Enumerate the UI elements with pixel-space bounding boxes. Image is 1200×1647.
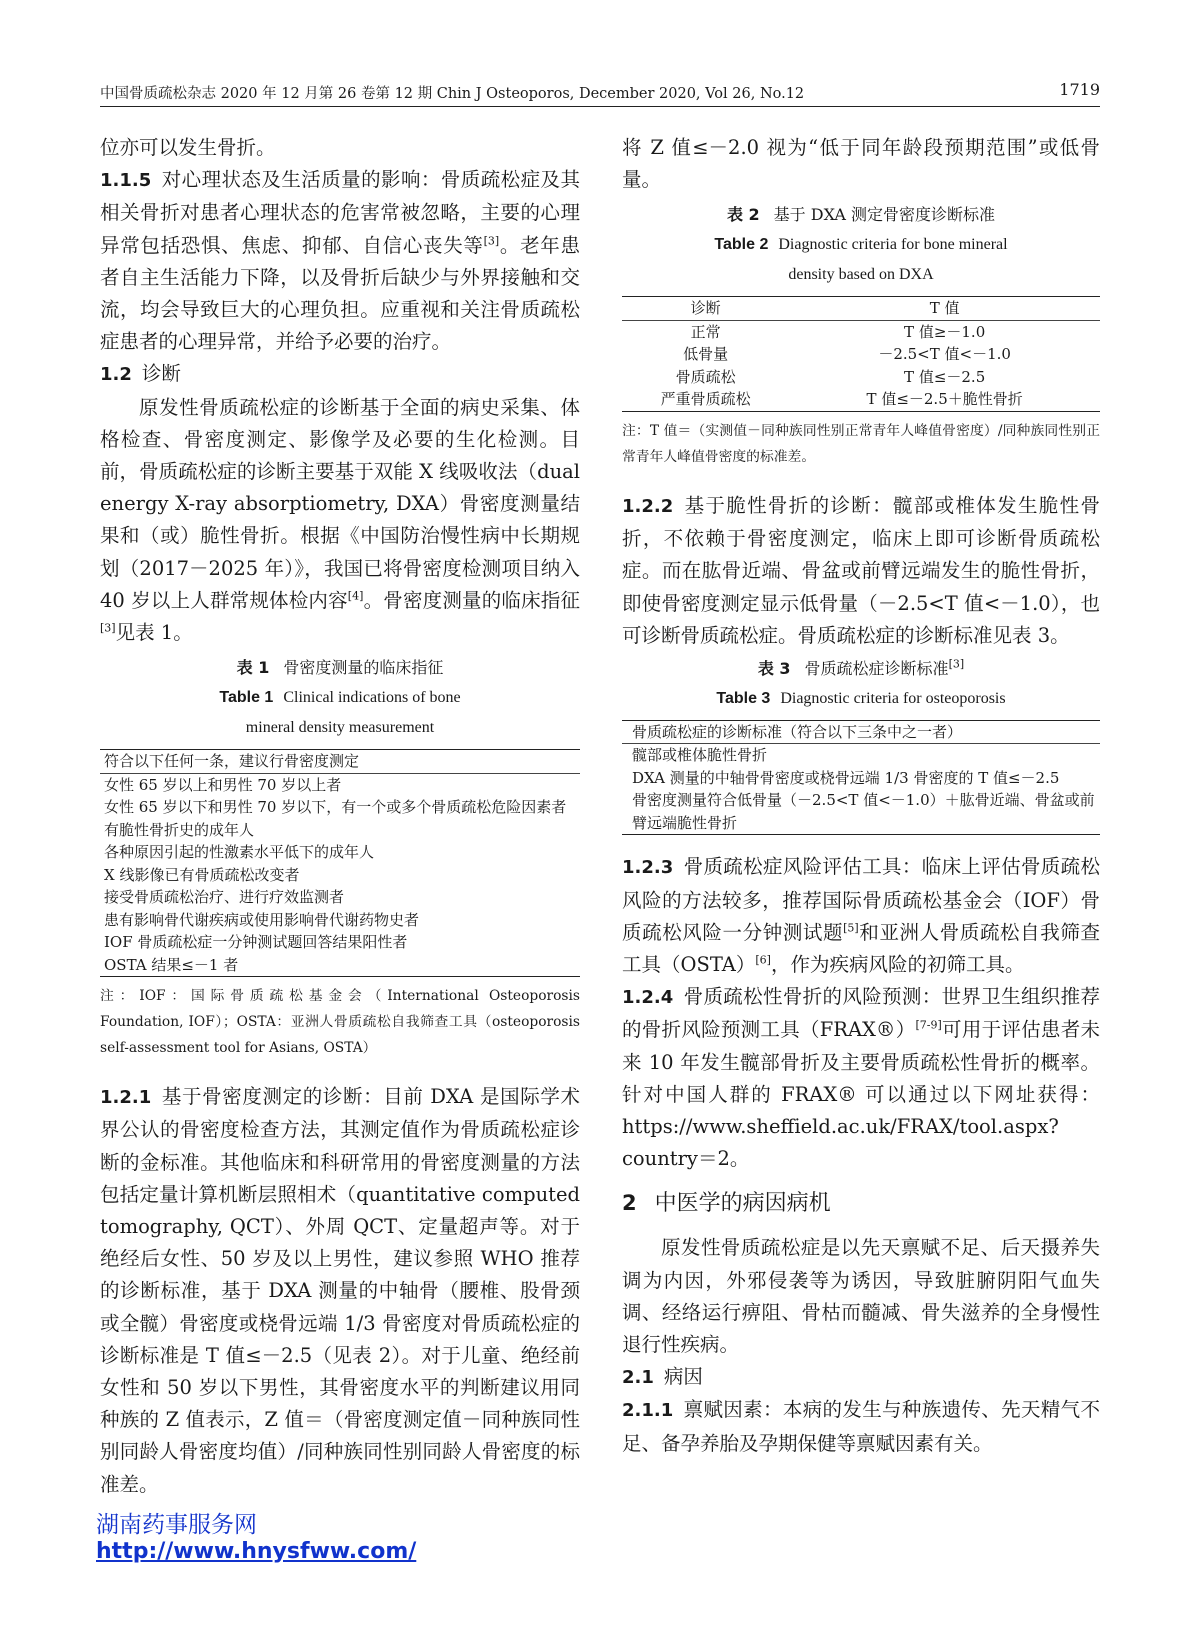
- page-number: 1719: [1059, 80, 1100, 99]
- table-row: 接受骨质疏松治疗、进行疗效监测者: [104, 888, 345, 907]
- table-row: 骨密度测量符合低骨量（－2.5<T 值<－1.0）＋肱骨近端、骨盆或前臂远端脆性骨折: [632, 791, 1095, 832]
- citation: [5]: [843, 921, 859, 935]
- section-title: 中医学的病因病机: [654, 1191, 831, 1217]
- t-value-cell: T 值≤－2.5＋脆性骨折: [866, 390, 1023, 409]
- table-row: 髋部或椎体脆性骨折: [632, 746, 768, 765]
- paragraph: 将 Z 值≤－2.0 视为“低于同年龄段预期范围”或低骨量。: [622, 136, 1100, 192]
- citation: [7-9]: [915, 1018, 942, 1032]
- table-caption-en: [100, 683, 580, 713]
- section-1-2-4: [622, 981, 1100, 1175]
- section-text: 基于脆性骨折的诊断：髋部或椎体发生脆性骨折，不依赖于骨密度测定，临床上即可诊断骨质疏松症。而在肱骨近端、骨盆或前臂远端发生的脆性骨折，即使骨密度测定显示低骨量（－2.5<T 值<－1.0），也可诊断骨质疏松症。骨质疏松症的诊断标准见表 3。: [622, 493, 1100, 647]
- table-caption-en-2: density based on DXA: [788, 266, 934, 284]
- table-row: 女性 65 岁以下和男性 70 岁以下，有一个或多个骨质疏松危险因素者: [104, 798, 567, 817]
- table-row: 各种原因引起的性激素水平低下的成年人: [104, 843, 375, 862]
- table-caption-zh: [622, 200, 1100, 230]
- section-number: 1.2.2: [622, 495, 674, 517]
- journal-info: 中国骨质疏松杂志 2020 年 12 月第 26 卷第 12 期 Chin J Osteoporos, December 2020, Vol 26, No.12: [100, 86, 805, 102]
- section-number: 2.1: [622, 1367, 654, 1389]
- table-title: Diagnostic criteria for osteoporosis: [780, 689, 1006, 707]
- paragraph: [100, 392, 580, 650]
- citation: [3]: [948, 657, 965, 671]
- section-text: 和亚洲人骨质疏松自我筛查工具（OSTA）: [622, 920, 1100, 977]
- table-caption-zh: [100, 653, 580, 683]
- section-text: 可用于评估患者未来 10 年发生髋部骨折及主要骨质疏松性骨折的概率。针对中国人群的 FRAX® 可以通过以下网址获得：https://www.sheffield.ac.uk/FRAX/tool.aspx? country＝2。: [622, 1018, 1100, 1171]
- table-row: IOF 骨质疏松症一分钟测试题回答结果阳性者: [104, 933, 408, 952]
- watermark-name: 湖南药事服务网: [96, 1512, 257, 1538]
- table-2: [622, 200, 1100, 470]
- citation: [4]: [347, 589, 364, 603]
- section-text: 对心理状态及生活质量的影响：骨质疏松症及其相关骨折对患者心理状态的危害常被忽略，主要的心理异常包括恐惧、焦虑、抑郁、自信心丧失等: [100, 168, 580, 257]
- section-number: 1.2: [100, 364, 132, 386]
- section-text: 。老年患者自主生活能力下降，以及骨折后缺少与外界接触和交流，均会导致巨大的心理负担。应重视和关注骨质疏松症患者的心理异常，并给予必要的治疗。: [100, 233, 580, 354]
- table-number: 表 1: [236, 658, 270, 678]
- section-text: 禀赋因素：本病的发生与种族遗传、先天精气不足、备孕养胎及孕期保健等禀赋因素有关。: [622, 1398, 1100, 1455]
- table-number: Table 1: [219, 689, 274, 707]
- table-row: OSTA 结果≤－1 者: [104, 955, 239, 974]
- table-caption-en: [622, 684, 1100, 714]
- table-body: [622, 296, 1100, 412]
- paragraph: 位亦可以发生骨折。: [100, 136, 276, 159]
- table-caption-zh: [622, 654, 1100, 684]
- diagnosis-cell: 正常: [690, 322, 721, 341]
- section-2-1-1: [622, 1394, 1100, 1459]
- paragraph-text: 。骨密度测量的临床指征: [363, 588, 580, 612]
- table-title: 基于 DXA 测定骨密度诊断标准: [773, 205, 996, 225]
- paragraph-text: 原发性骨质疏松症的诊断基于全面的病史采集、体格检查、骨密度测定、影像学及必要的生化检测。目前，骨质疏松症的诊断主要基于双能 X 线吸收法（dual energy X-ray absorptiometry, DXA）骨密度测量结果和（或）脆性骨折。根据《中国防治慢性病中长期规划（2017－2025 年）》，我国已将骨密度检测项目纳入 40 岁以上人群常规体检内容: [100, 395, 580, 612]
- citation: [3]: [483, 234, 500, 248]
- table-title: 骨密度测量的临床指征: [283, 658, 444, 678]
- table-title: Diagnostic criteria for bone mineral: [778, 236, 1008, 254]
- watermark: [96, 1511, 416, 1565]
- section-1-2-3: [622, 851, 1100, 981]
- section-heading-2-1: [622, 1361, 1100, 1394]
- left-column: [100, 132, 580, 1501]
- table-body: [100, 749, 580, 977]
- section-number: 2.1.1: [622, 1400, 674, 1422]
- table-row: 有脆性骨折史的成年人: [104, 820, 255, 839]
- table-caption-en: [622, 230, 1100, 260]
- table-number: Table 2: [714, 236, 769, 254]
- diagnosis-cell: 骨质疏松: [675, 367, 736, 386]
- section-title: 病因: [663, 1365, 703, 1389]
- table-number: 表 2: [726, 205, 760, 225]
- t-value-cell: T 值≤－2.5: [904, 367, 986, 386]
- paragraph: 原发性骨质疏松症是以先天禀赋不足、后天摄养失调为内因，外邪侵袭等为诱因，导致脏腑阴阳气血失调、经络运行痹阻、骨枯而髓减、骨失滋养的全身慢性退行性疾病。: [622, 1236, 1100, 1357]
- citation: [3]: [100, 621, 116, 635]
- column-header: 诊断: [690, 299, 721, 318]
- table-title: Clinical indications of bone: [283, 689, 461, 707]
- section-number: 1.2.3: [622, 857, 674, 879]
- section-number: 2: [622, 1191, 637, 1216]
- table-row: 患有影响骨代谢疾病或使用影响骨代谢药物史者: [104, 910, 420, 929]
- table-body: [622, 720, 1100, 836]
- section-text: 骨质疏松性骨折的风险预测：世界卫生组织推荐的骨折风险预测工具（FRAX®）: [622, 985, 1100, 1042]
- table-3: [622, 654, 1100, 836]
- table-number: Table 3: [716, 689, 771, 707]
- right-column: [622, 132, 1100, 1460]
- paragraph-text: 见表 1。: [115, 621, 193, 645]
- table-caption-en-2: mineral density measurement: [245, 719, 435, 737]
- section-heading-1-2: [100, 358, 580, 391]
- table-1: [100, 653, 580, 1061]
- running-header: [100, 82, 1100, 107]
- column-header: T 值: [929, 299, 960, 318]
- table-row: DXA 测量的中轴骨骨密度或桡骨远端 1/3 骨密度的 T 值≤－2.5: [632, 768, 1060, 787]
- section-1-1-5: [100, 164, 580, 358]
- section-text: 基于骨密度测定的诊断：目前 DXA 是国际学术界公认的骨密度检查方法，其测定值作为骨质疏松症诊断的金标准。其他临床和科研常用的骨密度测量的方法包括定量计算机断层照相术（quantitative computed tomography, QCT）、外周 QCT、定量超声等。对于绝经后女性、50 岁及以上男性，建议参照 WHO 推荐的诊断标准，基于 DXA 测量的中轴骨（腰椎、股骨颈或全髋）骨密度或桡骨远端 1/3 骨密度对骨质疏松症的诊断标准是 T 值≤－2.5（见表 2）。对于儿童、绝经前女性和 50 岁以下男性，其骨密度水平的判断建议用同种族的 Z 值表示，Z 值＝（骨密度测定值－同种族同性别同龄人骨密度均值）/同种族同性别同龄人骨密度的标准差。: [100, 1085, 580, 1496]
- section-number: 1.2.4: [622, 987, 674, 1009]
- section-1-2-2: [622, 490, 1100, 652]
- table-header: 骨质疏松症的诊断标准（符合以下三条中之一者）: [632, 722, 963, 741]
- section-text: 骨质疏松症风险评估工具：临床上评估骨质疏松风险的方法较多，推荐国际骨质疏松基金会（IOF）骨质疏松风险一分钟测试题: [622, 855, 1100, 944]
- section-number: 1.2.1: [100, 1087, 152, 1109]
- diagnosis-cell: 严重骨质疏松: [660, 390, 751, 409]
- watermark-url[interactable]: http://www.hnysfww.com/: [96, 1539, 417, 1564]
- citation: [6]: [755, 953, 771, 967]
- table-row: X 线影像已有骨质疏松改变者: [104, 865, 300, 884]
- section-heading-2: [622, 1187, 1100, 1220]
- t-value-cell: －2.5<T 值<－1.0: [878, 345, 1011, 364]
- section-number: 1.1.5: [100, 170, 152, 192]
- t-value-cell: T 值≥－1.0: [904, 322, 986, 341]
- section-text: ，作为疾病风险的初筛工具。: [770, 953, 1025, 977]
- diagnosis-cell: 低骨量: [683, 345, 729, 364]
- table-number: 表 3: [757, 658, 791, 678]
- table-title: 骨质疏松症诊断标准: [804, 658, 949, 678]
- table-note: 注：T 值＝（实测值－同种族同性别正常青年人峰值骨密度）/同种族同性别正常青年人峰值骨密度的标准差。: [622, 422, 1100, 465]
- table-note: 注：IOF：国际骨质疏松基金会（International Osteoporosis Foundation, IOF）；OSTA：亚洲人骨质疏松自我筛查工具（osteoporosis self-assessment tool for Asians, OSTA）: [100, 988, 580, 1057]
- section-1-2-1: [100, 1081, 580, 1501]
- section-title: 诊断: [141, 362, 181, 386]
- table-header: 符合以下任何一条，建议行骨密度测定: [104, 752, 360, 771]
- table-row: 女性 65 岁以上和男性 70 岁以上者: [104, 775, 342, 794]
